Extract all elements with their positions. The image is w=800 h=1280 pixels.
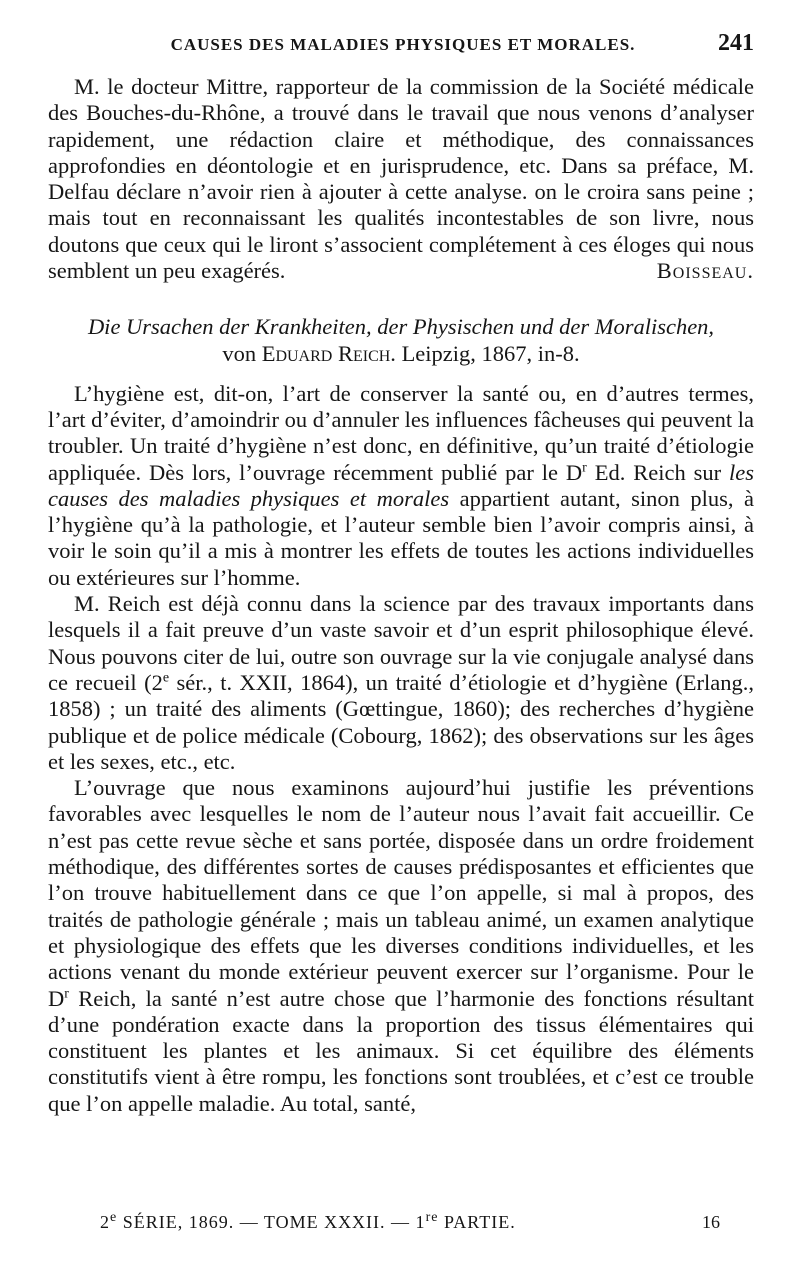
page-number: 241 <box>718 30 754 56</box>
part-text: PARTIE. <box>438 1212 516 1232</box>
series-text: SÉRIE, 1869. — TOME XXXII. — 1 <box>117 1212 426 1232</box>
part-superscript: re <box>425 1210 439 1225</box>
running-head <box>48 30 754 74</box>
review-body <box>48 381 754 1117</box>
p2-superscript: e <box>162 670 170 686</box>
byline-publication: Leipzig, 1867, in-8. <box>401 340 580 366</box>
series-number: 2 <box>100 1212 110 1232</box>
p1-text-a: L’hygiène est, dit-on, l’art de conserver la santé ou, en d’autres termes, l’art d’éviter, d’amoindrir ou d’annuler les influences fâcheuses qui peuvent la troubler. Un traité d’hygiène n’est donc, en définitive, qu’un traité d’étiologie appliquée. Dès lors, l’ouvrage récemment publié par le D <box>48 380 754 485</box>
p1-text-c: appartient autant, sinon plus, à l’hygiène qu’à la pathologie, et l’auteur semble bien l’avoir compris ainsi, à voir le soin qu’il a mis à montrer les effets de toutes les actions individuelles ou extérieures sur l’homme. <box>48 485 754 590</box>
p3-text-a: L’ouvrage que nous examinons aujourd’hui justifie les préventions favorables avec lesquelles le nom de l’auteur nous l’avait fait accueillir. Ce n’est pas cette revue sèche et sans portée, disposée dans un ordre froidement méthodique, des différentes sortes de causes prédisposantes et efficientes que l’on trouve habituellement dans ce que l’on appelle, si mal à propos, des traités de pathologie générale ; mais un tableau animé, un examen analytique et physiologique des effets que les diverses conditions individuelles, et les actions venant du monde extérieur peuvent exercer sur l’organisme. Pour le D <box>48 775 754 1011</box>
intro-block <box>48 74 754 285</box>
p1-superscript: r <box>582 460 587 476</box>
p1-italic-title: les causes des maladies physiques et morales <box>48 459 754 511</box>
intro-paragraph: M. le docteur Mittre, rapporteur de la commission de la Société médicale des Bouches-du-Rhône, a trouvé dans le travail que nous venons d’analyser rapidement, une rédaction claire et méthodique, des connaissances approfondies en déontologie et en jurisprudence, etc. Dans sa préface, M. Delfau déclare n’avoir rien à ajouter à cette analyse. on le croira sans peine ; mais tout en reconnaissant les qualités incontestables de son livre, nous doutons que ceux qui le liront s’associent complétement à ces éloges qui nous semblent un peu exagérés. <box>48 74 754 284</box>
reviewer-signature: Boisseau. <box>656 258 754 284</box>
byline-prefix: von <box>222 340 257 366</box>
p1-text-b: Ed. Reich sur <box>586 459 729 485</box>
book-title: Die Ursachen der Krankheiten, der Physischen und der Moralischen, <box>87 313 715 339</box>
series-superscript: e <box>110 1210 118 1225</box>
p3-superscript: r <box>64 986 69 1001</box>
book-author: Eduard Reich. <box>261 340 396 366</box>
signature-mark: 16 <box>702 1212 720 1232</box>
book-byline <box>48 340 754 367</box>
body-paragraph-3 <box>48 775 754 1117</box>
p3-text-b: Reich, la santé n’est autre chose que l’harmonie des fonctions résultant d’une pondération exacte dans la proportion des tissus élémentaires qui constituent les plantes et les animaux. Si cet équilibre des éléments constitutifs vient à être rompu, les fonctions sont troublées, et c’est ce trouble que l’on appelle maladie. Au total, santé, <box>48 985 754 1116</box>
p2-text-b: sér., t. XXII, 1864), un traité d’étiologie et d’hygiène (Erlang., 1858) ; un traité des aliments (Gœttingue, 1860); des recherches d’hygiène publique et de police médicale (Cobourg, 1862); des observations sur les âges et les sexes, etc., etc. <box>48 669 754 774</box>
page-footer <box>100 1212 720 1233</box>
p2-text-a: M. Reich est déjà connu dans la science par des travaux importants dans lesquels il a fait preuve d’un vaste savoir et d’un esprit philosophique élevé. Nous pouvons citer de lui, outre son ouvrage sur la vie conjugale analysé dans ce recueil (2 <box>48 591 754 695</box>
review-heading <box>48 313 754 367</box>
body-paragraph-1 <box>48 381 754 591</box>
body-paragraph-2 <box>48 591 754 775</box>
running-title: CAUSES DES MALADIES PHYSIQUES ET MORALES. <box>170 35 636 54</box>
page <box>48 30 754 1117</box>
series-line <box>100 1212 516 1233</box>
